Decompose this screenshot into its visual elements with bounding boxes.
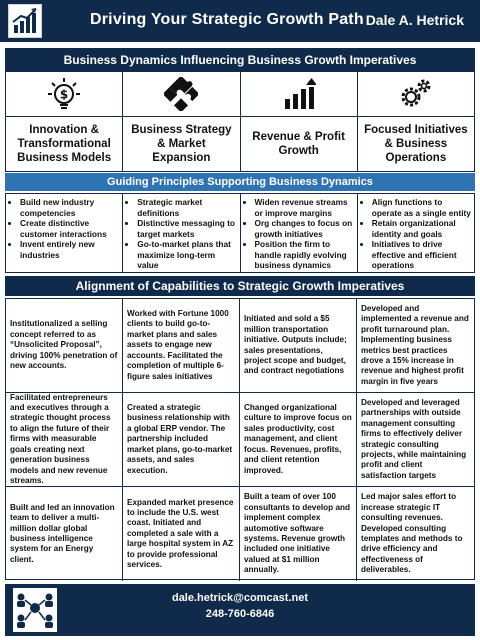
category-label: Revenue & Profit Growth [241,117,358,171]
principle-item: • Build new industry competencies [20,197,119,218]
author-name: Dale A. Hetrick [365,12,464,28]
capability-cell: Led major sales effort to increase strategic IT consulting revenues. Developed consulting templates and methods to drive efficiency and effectiveness of deliverables. [361,492,463,575]
svg-text:$: $ [59,87,69,102]
growth-bars-arrow-icon [241,72,358,116]
principle-item: • Align functions to operate as a single entity [372,197,471,218]
category-label: Focused Initiatives & Business Operations [364,124,468,164]
principle-item: • Position the firm to handle rapidly evolving business dynamics [255,239,354,271]
contact-email[interactable]: dale.hetrick@comcast.net [171,592,309,604]
capability-cell: Worked with Fortune 1000 clients to build go-to-market plans and sales assets to engage new accounts. Facilitated the completion of multiple 6-figure sales initiatives [123,299,240,393]
capability-cell: Changed organizational culture to improve focus on sales productivity, cost management, and client focus. Revenues, profits, and client retention improved. [240,393,357,487]
principle-item: • Distinctive messaging to target markets [137,218,236,239]
capability-cell: Facilitated entrepreneurs and executives through a strategic thought process to align the future of their firms with measurable goals creating next generation business models and new revenue streams. [6,393,123,487]
gears-icon [358,72,474,116]
footer-bar [5,584,475,636]
puzzle-icon [123,72,240,116]
header-bar [0,0,480,42]
contact-phone: 248-760-6846 [205,608,275,620]
capability-cell: Initiated and sold a $5 million transportation initiative. Outputs include; sales presentations, project scope and budget, and contract negotiations [240,299,357,393]
guiding-principles-table [5,193,475,273]
category-icons-row [5,72,475,116]
principles-column [123,194,240,272]
principles-column [6,194,123,272]
capability-cell: Institutionalized a selling concept referred to as “Unsolicited Proposal”, driving 100% penetration of new accounts. [6,299,123,393]
principle-item: • Org changes to focus on growth initiatives [255,218,354,239]
principle-item: • Go-to-market plans that maximize long-term value [137,239,236,271]
principle-item: • Initiatives to drive effective and efficient operations [372,239,471,271]
principles-column [358,194,474,272]
page-title: Driving Your Strategic Growth Path [90,11,364,28]
capability-cell: Developed and leveraged partnerships with outside management consulting firms to effectively deliver strategic consulting projects, while maintaining profit and client satisfaction targets [357,393,474,487]
capability-cell: Created a strategic business relationship with a global ERP vendor. The partnership included market plans, go-to-market assets, and sales execution. [123,393,240,487]
capability-cell: Built a team of over 100 consultants to develop and implement complex automotive software systems. Revenue growth included one initiative valued at $1 million annually. [240,487,357,581]
category-label: Innovation & Transformational Business Models [6,117,123,171]
business-dynamics-heading: Business Dynamics Influencing Business Growth Imperatives [5,48,475,72]
capability-cell: Built and led an innovation team to deliver a multi-million dollar global business intelligence system for an Energy client. [6,487,123,581]
category-label: Business Strategy & Market Expansion [123,117,240,171]
principle-item: • Create distinctive customer interactions [20,218,119,239]
growth-chart-icon [8,4,42,38]
principle-item: • Invent entirely new industries [20,239,119,260]
alignment-heading: Alignment of Capabilities to Strategic Growth Imperatives [5,276,475,296]
principles-column [241,194,358,272]
lightbulb-dollar-icon [6,72,123,116]
capability-cell: Developed and implemented a revenue and profit turnaround plan. Implementing business metrics best practices drove a 15% increase in revenue and highest profit margin in five years [357,299,474,393]
guiding-principles-heading: Guiding Principles Supporting Business Dynamics [5,173,475,191]
principle-item: • Strategic market definitions [137,197,236,218]
capability-cell: Expanded market presence to include the U.S. west coast. Initiated and completed a sale with a large hospital system in AZ to provide professional services. [123,487,240,581]
capabilities-table [5,298,475,580]
principle-item: • Widen revenue streams or improve margins [255,197,354,218]
principle-item: • Retain organizational identity and goals [372,218,471,239]
category-labels-row [5,116,475,172]
